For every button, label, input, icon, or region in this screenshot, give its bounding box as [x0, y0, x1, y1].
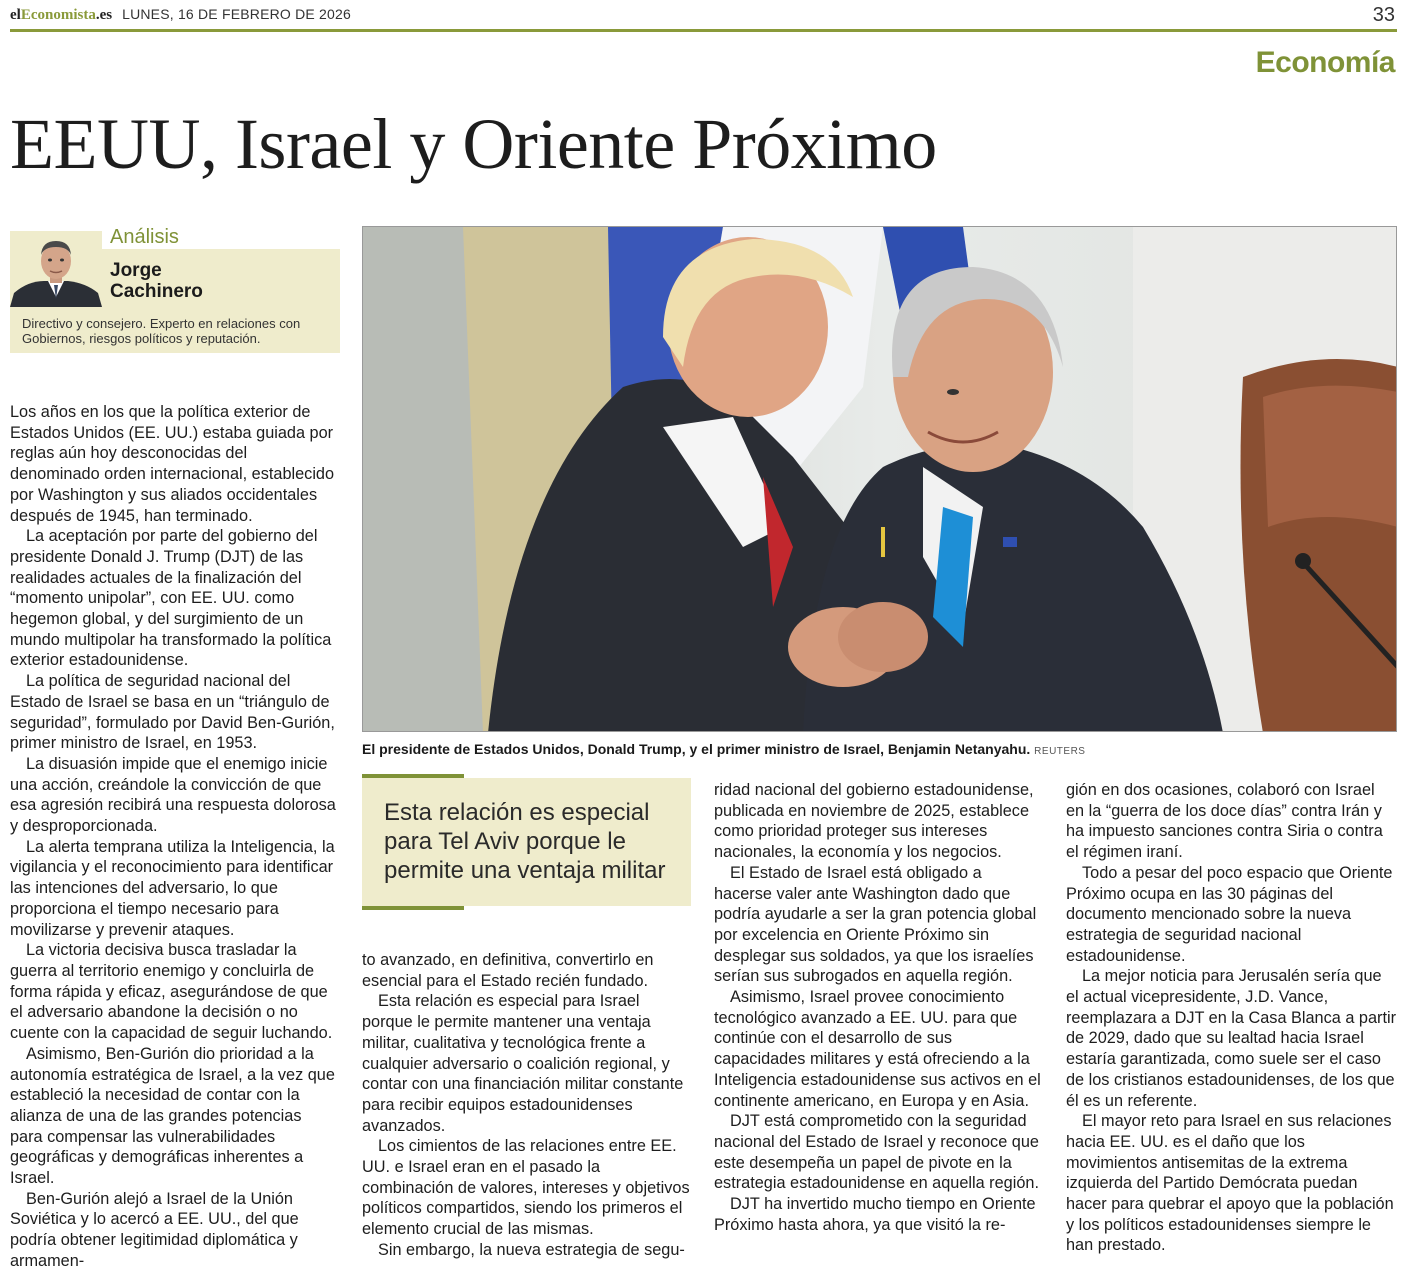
author-name[interactable] [110, 261, 203, 303]
paragraph: Los años en los que la política exterior de Estados Unidos (EE. UU.) estaba guiada por reglas aún hoy desconocidas del denominado orden internacional, establecido por Washington y sus aliados occidentales después de 1945, han terminado. [10, 403, 335, 525]
paragraph: Asimismo, Ben-Gurión dio prioridad a la autonomía estratégica de Israel, a la vez que estableció la necesidad de contar con la alianza de una de las grandes potencias para compensar las vulnerabilidades geográficas y demográficas inherentes a Israel. [10, 1044, 335, 1188]
paragraph: La victoria decisiva busca trasladar la guerra al territorio enemigo y concluirla de forma rápida y eficaz, asegurándose de que el adversario abandone la decisión o no cuente con la capacidad de seguir luchando. [10, 941, 333, 1043]
author-last-name: Cachinero [110, 280, 203, 302]
paragraph: to avanzado, en definitiva, convertirlo en esencial para el Estado recién fundado. [362, 951, 654, 990]
article-column-4 [1066, 780, 1396, 1256]
author-box [10, 249, 340, 353]
pull-quote [362, 774, 691, 910]
article-column-1 [10, 402, 338, 1272]
brand-logo[interactable] [10, 7, 112, 24]
page-number: 33 [1372, 4, 1395, 26]
headline: EEUU, Israel y Oriente Próximo [10, 104, 937, 184]
brand-part-3: .es [95, 7, 113, 23]
paragraph: La aceptación por parte del gobierno del presidente Donald J. Trump (DJT) de las realidades actuales de la finalización del “momento unipolar”, con EE. UU. como hegemon global, y del surgimiento de un mundo multipolar ha transformado la política exterior estadounidense. [10, 527, 332, 670]
photo-credit: REUTERS [1034, 746, 1086, 757]
paragraph: Todo a pesar del poco espacio que Oriente Próximo ocupa en las 30 páginas del documento mencionado sobre la nueva estrategia de seguridad nacional estadounidense. [1066, 863, 1393, 965]
pull-quote-bottom-rule [362, 906, 464, 910]
article-column-3 [714, 780, 1044, 1235]
paragraph: Asimismo, Israel provee conocimiento tecnológico avanzado a EE. UU. para que continúe con el desarrollo de sus capacidades militares y está ofreciendo a la Inteligencia estadounidense sus activos en el continente americano, en Europa y en Asia. [714, 988, 1041, 1110]
paragraph: La mejor noticia para Jerusalén sería que el actual vicepresidente, J.D. Vance, reemplazara a DJT en la Casa Blanca a partir de 2029, dado que su lealtad hacia Israel estaría garantizada, como suele ser el caso de los cristianos estadounidenses, de los que él es un referente. [1066, 967, 1397, 1110]
article-column-2 [362, 950, 692, 1261]
issue-date: LUNES, 16 DE FEBRERO DE 2026 [122, 6, 351, 22]
paragraph: Ben-Gurión alejó a Israel de la Unión Soviética y lo acercó a EE. UU., del que podría obtener legitimidad diplomática y armamen- [10, 1189, 299, 1270]
header-rule [10, 29, 1397, 32]
paragraph: Los cimientos de las relaciones entre EE. UU. e Israel eran en el pasado la combinación de valores, intereses y objetivos políticos compartidos, siendo los primeros el elemento crucial de las mismas. [362, 1137, 690, 1239]
brand-part-1: el [10, 7, 21, 23]
masthead [10, 6, 351, 24]
paragraph: ridad nacional del gobierno estadounidense, publicada en noviembre de 2025, establece como prioridad proteger sus intereses nacionales, la economía y los negocios. [714, 781, 1034, 862]
paragraph: El mayor reto para Israel en sus relaciones hacia EE. UU. es el daño que los movimientos antisemitas de la extrema izquierda del Partido Demócrata puedan hacer para quebrar el apoyo que la población y los políticos estadounidenses siempre le han prestado. [1066, 1112, 1394, 1255]
paragraph: La política de seguridad nacional del Estado de Israel se basa en un “triángulo de seguridad”, formulado por David Ben-Gurión, primer ministro de Israel, en 1953. [10, 672, 335, 753]
author-first-name: Jorge [110, 260, 162, 281]
author-portrait-icon [10, 231, 102, 307]
author-photo [10, 231, 102, 307]
photo-caption [362, 741, 1085, 757]
paragraph: DJT está comprometido con la seguridad nacional del Estado de Israel y reconoce que este desempeña un papel de pivote en la estrategia estadounidense en aquella región. [714, 1112, 1039, 1193]
section-label[interactable]: Economía [1255, 46, 1395, 79]
kicker-label: Análisis [110, 226, 179, 248]
caption-text: El presidente de Estados Unidos, Donald Trump, y el primer ministro de Israel, Benjamin Netanyahu. [362, 741, 1031, 757]
paragraph: gión en dos ocasiones, colaboró con Israel en la “guerra de los doce días” contra Irán y ha impuesto sanciones contra Siria o contra el régimen iraní. [1066, 781, 1383, 862]
author-bio: Directivo y consejero. Experto en relaciones con Gobiernos, riesgos políticos y reputación. [22, 316, 301, 346]
paragraph: El Estado de Israel está obligado a hacerse valer ante Washington dado que podría ayudarle a ser la gran potencia global por excelencia en Oriente Próximo sin desplegar sus soldados, ya que los israelíes serían sus subrogados en aquella región. [714, 863, 1037, 986]
paragraph: Sin embargo, la nueva estrategia de segu- [378, 1240, 685, 1259]
main-photo[interactable] [362, 226, 1397, 732]
paragraph: La disuasión impide que el enemigo inicie una acción, creándole la convicción de que esa agresión recibirá una respuesta dolorosa y desproporcionada. [10, 754, 336, 836]
paragraph: DJT ha invertido mucho tiempo en Oriente Próximo hasta ahora, ya que visitó la re- [714, 1195, 1036, 1234]
brand-part-2: Economista [20, 7, 96, 23]
pull-quote-text: Esta relación es especial para Tel Aviv porque le permite una ventaja militar [384, 799, 666, 884]
news-photo-icon [363, 227, 1397, 732]
paragraph: La alerta temprana utiliza la Inteligencia, la vigilancia y el reconocimiento para identificar las intenciones del adversario, lo que proporciona el tiempo necesario para movilizarse y prevenir ataques. [10, 837, 335, 939]
paragraph: Esta relación es especial para Israel porque le permite mantener una ventaja militar, cualitativa y tecnológica frente a cualquier adversario o coalición regional, y contar con una financiación militar constante para recibir equipos estadounidenses avanzados. [362, 992, 684, 1135]
